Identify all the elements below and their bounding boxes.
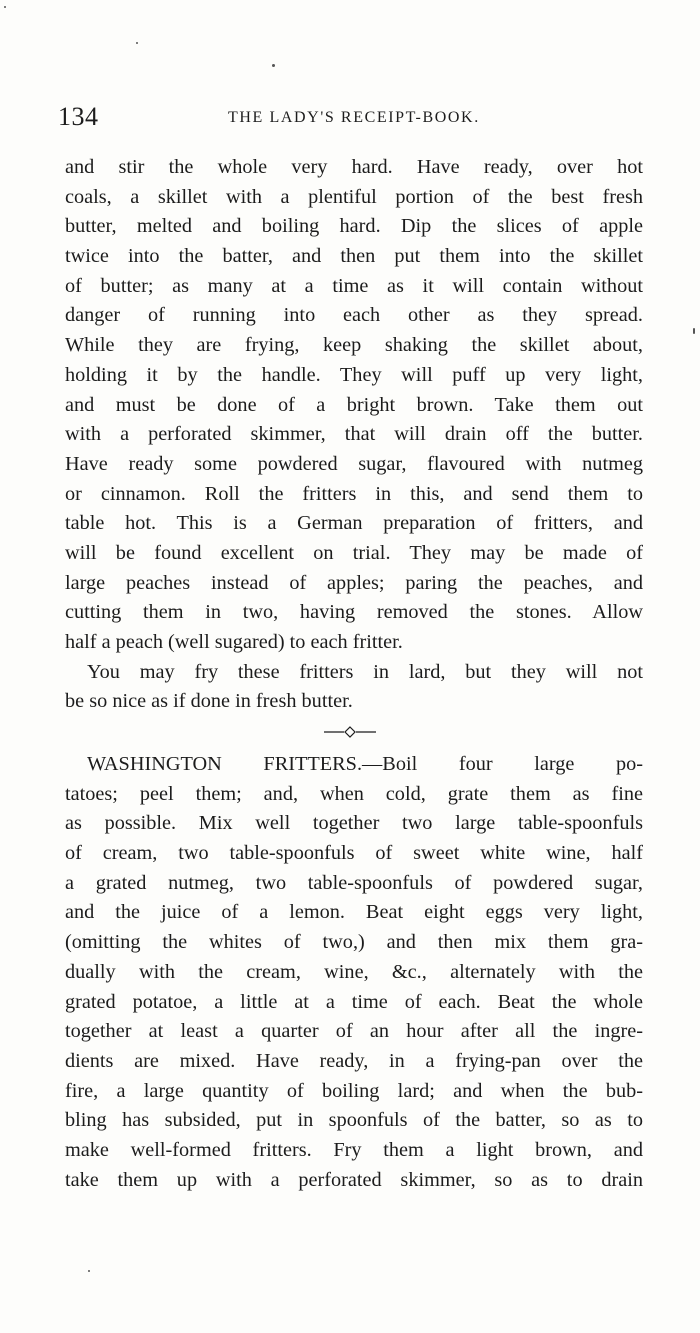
- text-line: While they are frying, keep shaking the skillet about,: [65, 334, 643, 357]
- text-line: and stir the whole very hard. Have ready, over hot: [65, 156, 643, 178]
- text-line: dually with the cream, wine, &c., alternately with the: [65, 960, 643, 983]
- paper-speck: [272, 64, 275, 67]
- washington-fritters-recipe: [65, 750, 643, 1195]
- text-line: bling has subsided, put in spoonfuls of the batter, so as to: [65, 1109, 643, 1132]
- paper-speck: [693, 328, 695, 334]
- text-line: You may fry these fritters in lard, but they will not: [87, 660, 643, 683]
- text-line: Have ready some powdered sugar, flavoured with nutmeg: [65, 452, 643, 475]
- paper-speck: [88, 1270, 90, 1272]
- text-line: and must be done of a bright brown. Take them out: [65, 393, 643, 416]
- text-line: together at least a quarter of an hour after all the ingre-: [65, 1020, 643, 1043]
- text-line: a grated nutmeg, two table-spoonfuls of powdered sugar,: [65, 871, 643, 894]
- text-line: coals, a skillet with a plentiful portion of the best fresh: [65, 185, 643, 208]
- text-line: take them up with a perforated skimmer, so as to drain: [65, 1168, 643, 1191]
- text-line: danger of running into each other as they spread.: [65, 304, 643, 327]
- text-line: will be found excellent on trial. They may be made of: [65, 541, 643, 564]
- text-line: dients are mixed. Have ready, in a frying-pan over the: [65, 1049, 643, 1072]
- text-line: be so nice as if done in fresh butter.: [65, 690, 353, 713]
- running-title: THE LADY'S RECEIPT-BOOK.: [228, 109, 480, 126]
- text-line: twice into the batter, and then put them into the skillet: [65, 245, 643, 268]
- text-line: of butter; as many at a time as it will contain without: [65, 274, 643, 297]
- page-number: 134: [58, 102, 99, 131]
- text-line: make well-formed fritters. Fry them a light brown, and: [65, 1138, 643, 1161]
- paper-speck: [136, 42, 138, 44]
- text-line: and the juice of a lemon. Beat eight eggs very light,: [65, 901, 643, 924]
- recipe-text-continued: [65, 153, 643, 717]
- text-line: tatoes; peel them; and, when cold, grate them as fine: [65, 782, 643, 805]
- text-line: of cream, two table-spoonfuls of sweet white wine, half: [65, 842, 643, 865]
- text-line: table hot. This is a German preparation of fritters, and: [65, 512, 643, 535]
- text-line: WASHINGTON FRITTERS.—Boil four large po-: [87, 753, 643, 775]
- text-line: holding it by the handle. They will puff up very light,: [65, 363, 643, 386]
- text-line: large peaches instead of apples; paring the peaches, and: [65, 571, 643, 594]
- text-line: with a perforated skimmer, that will drain off the butter.: [65, 423, 643, 446]
- paper-speck: [4, 6, 6, 8]
- text-line: fire, a large quantity of boiling lard; and when the bub-: [65, 1079, 643, 1102]
- text-line: as possible. Mix well together two large table-spoonfuls: [65, 812, 643, 835]
- text-line: grated potatoe, a little at a time of each. Beat the whole: [65, 990, 643, 1013]
- section-divider-ornament: [322, 726, 378, 738]
- text-line: cutting them in two, having removed the stones. Allow: [65, 601, 643, 624]
- text-line: (omitting the whites of two,) and then mix them gra-: [65, 931, 643, 954]
- text-line: or cinnamon. Roll the fritters in this, and send them to: [65, 482, 643, 505]
- text-line: butter, melted and boiling hard. Dip the slices of apple: [65, 215, 643, 238]
- page-header: [58, 100, 648, 134]
- text-line: half a peach (well sugared) to each fritter.: [65, 631, 403, 653]
